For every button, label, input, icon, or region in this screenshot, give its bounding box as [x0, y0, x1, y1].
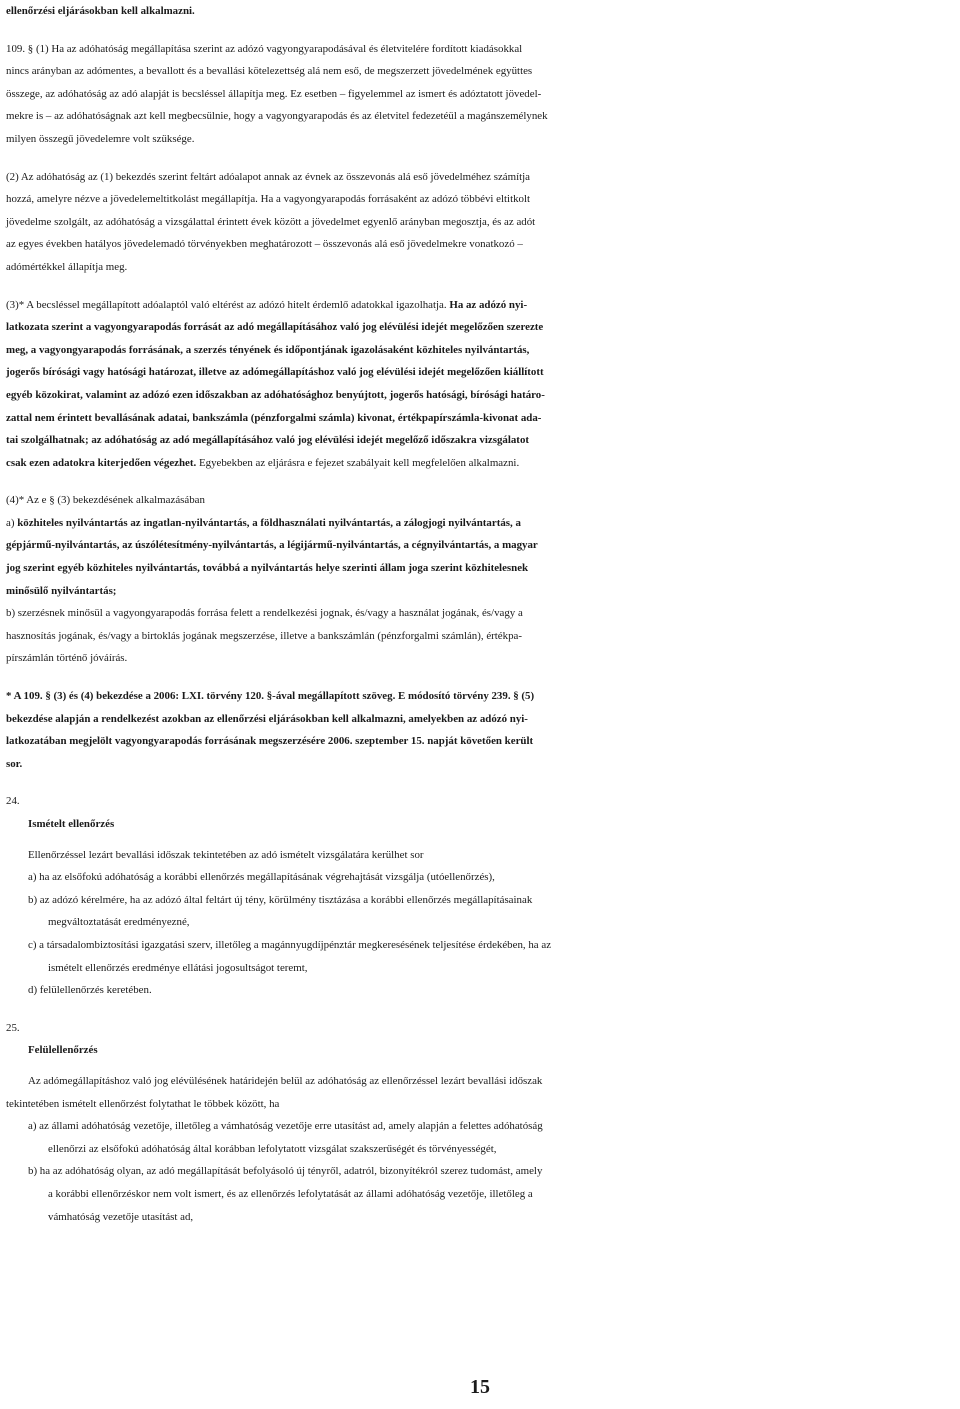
text-line: sor.: [6, 757, 23, 770]
text-line: tekintetében ismételt ellenőrzést folytathat le többek között, ha: [6, 1097, 280, 1110]
section-109-paragraph-1: [6, 38, 958, 151]
text-line: (3)* A becsléssel megállapított adóalaptól való eltérést az adózó hitelt érdemlő adatokkal igazolhatja. Ha az adózó nyi-: [6, 298, 528, 311]
text-line: bekezdése alapján a rendelkezést azokban az ellenőrzési eljárásokban kell alkalmazni, amelyekben az adózó nyi-: [6, 712, 528, 725]
text-line: adómértékkel állapítja meg.: [6, 260, 128, 273]
section-109-paragraph-4: [6, 489, 958, 670]
list-item: b) ha az adóhatóság olyan, az adó megállapítását befolyásoló új tényről, adatról, bizonyítékról szerez tudomást, amely: [28, 1165, 543, 1178]
text-line: hozzá, amelyre nézve a jövedelemeltitkolást megállapítja. Ha a vagyongyarapodás forrásaként az adózó többévi eltitkolt: [6, 193, 531, 206]
text-line: csak ezen adatokra kiterjedően végezhet. Egyebekben az eljárásra e fejezet szabályait kell megfelelően alkalmazni.: [6, 456, 520, 469]
text-line: latkozata szerint a vagyongyarapodás forrását az adó megállapításához való jog elévülési idejét megelőzően szerezte: [6, 321, 544, 334]
section-number: 25.: [6, 1021, 20, 1034]
text-line: milyen összegű jövedelemre volt szüksége.: [6, 132, 195, 145]
text-line: latkozatában megjelölt vagyongyarapodás forrásának megszerzésére 2006. szeptember 15. napját követően került: [6, 735, 534, 748]
text-line: hasznosítás jogának, és/vagy a birtoklás jogának megszerzése, illetve a bankszámlán (pénzforgalmi számlán), értékpa-: [6, 629, 522, 642]
text-line: nincs arányban az adómentes, a bevallott és a bevallási kötelezettség alá nem eső, de megszerzett jövedelmének együttes: [6, 65, 533, 78]
document-page: [6, 0, 958, 1228]
text-line: Az adómegállapításhoz való jog elévülésének határidején belül az adóhatóság az ellenőrzéssel lezárt bevallási időszak: [28, 1074, 543, 1087]
continuation-line: ellenőrzési eljárásokban kell alkalmazni.: [6, 5, 195, 17]
text-line: jog szerint egyéb közhiteles nyilvántartás, továbbá a nyilvántartás helye szerinti állam joga szerint közhitelesnek: [6, 562, 529, 575]
list-item: d) felülellenőrzés keretében.: [28, 984, 152, 997]
text-line: (4)* Az e § (3) bekezdésének alkalmazásában: [6, 494, 205, 507]
amendment-note: [6, 685, 958, 775]
section-title: Ismételt ellenőrzés: [28, 818, 115, 830]
list-item-continuation: vámhatóság vezetője utasítást ad,: [48, 1210, 194, 1223]
text-line: pírszámlán történő jóváírás.: [6, 652, 128, 665]
text-line: egyéb közokirat, valamint az adózó ezen időszakban az adóhatósághoz benyújtott, jogerős hatósági, bírósági határo-: [6, 388, 545, 401]
list-item-continuation: ismételt ellenőrzés eredménye ellátási jogosultságot teremt,: [48, 961, 308, 974]
text-line: minősülő nyilvántartás;: [6, 584, 117, 597]
text-line: a) közhiteles nyilvántartás az ingatlan-nyilvántartás, a földhasználati nyilvántartás, a zálogjogi nyilvántartás, a: [6, 516, 521, 529]
text-line: meg, a vagyongyarapodás forrásának, a szerzés tényének és időpontjának igazolásaként közhiteles nyilvántartás,: [6, 343, 530, 356]
section-title: Felülellenőrzés: [28, 1044, 98, 1057]
section-25: [6, 1017, 958, 1228]
text-line: 109. § (1) Ha az adóhatóság megállapítása szerint az adózó vagyongyarapodásával és életvitelére fordított kiadásokkal: [6, 42, 523, 55]
text-line: tai szolgálhatnak; az adóhatóság az adó megállapításához való jog elévülési idejét megelőző időszakra vizsgálatot: [6, 434, 530, 447]
text-line: jövedelme szolgált, az adóhatóság a vizsgálattal érintett évek között a jövedelmet egyenlő arányban megosztja, és az adót: [6, 215, 536, 228]
page-number: 15: [470, 1376, 490, 1398]
section-number: 24.: [6, 795, 20, 808]
text-line: összege, az adóhatóság az adó alapját is becsléssel állapítja meg. Ez esetben – figyelemmel az ismert és adóztatott jövedel-: [6, 87, 542, 100]
text-line: jogerős bírósági vagy hatósági határozat, illetve az adómegállapításhoz való jog elévülési idejét megelőzően kiállított: [6, 366, 544, 379]
text-line: az egyes években hatályos jövedelemadó törvényekben meghatározott – összevonás alá eső jövedelmekre vonatkozó –: [6, 238, 523, 251]
list-item-continuation: megváltoztatását eredményezné,: [48, 916, 190, 929]
text-line: * A 109. § (3) és (4) bekezdése a 2006: LXI. törvény 120. §-ával megállapított szöveg. E módosító törvény 239. § (5): [6, 690, 535, 703]
text-line: Ellenőrzéssel lezárt bevallási időszak tekintetében az adó ismételt vizsgálatára kerülhet sor: [28, 848, 424, 861]
text-line: mekre is – az adóhatóságnak azt kell megbecsülnie, hogy a vagyongyarapodás és az életvitel fedezetéül a magánszemélynek: [6, 110, 548, 123]
section-24: [6, 790, 958, 1001]
section-109-paragraph-2: [6, 166, 958, 279]
list-item: a) az állami adóhatóság vezetője, illetőleg a vámhatóság vezetője erre utasítást ad, amely alapján a felettes adóhatóság: [28, 1120, 543, 1133]
text-line: (2) Az adóhatóság az (1) bekezdés szerint feltárt adóalapot annak az évnek az összevonás alá eső jövedelméhez számítja: [6, 170, 531, 183]
text-line: gépjármű-nyilvántartás, az úszólétesítmény-nyilvántartás, a légijármű-nyilvántartás, a cégnyilvántartás, a magyar: [6, 539, 538, 552]
text-line: zattal nem érintett bevallásának adatai, bankszámla (pénzforgalmi számla) kivonat, értékpapírszámla-kivonat ada-: [6, 411, 542, 424]
section-109-paragraph-3: [6, 294, 958, 475]
list-item: a) ha az elsőfokú adóhatóság a korábbi ellenőrzés megállapításának végrehajtását vizsgálja (utóellenőrzés),: [28, 871, 495, 884]
list-item-continuation: ellenőrzi az elsőfokú adóhatóság által korábban lefolytatott vizsgálat szakszerűségét és törvényességét,: [48, 1142, 497, 1155]
text-line: b) szerzésnek minősül a vagyongyarapodás forrása felett a rendelkezési jognak, és/vagy a használat jogának, és/vagy a: [6, 607, 523, 620]
list-item: c) a társadalombiztosítási igazgatási szerv, illetőleg a magánnyugdíjpénztár megkeresésének teljesítése érdekében, ha az: [28, 938, 552, 951]
list-item: b) az adózó kérelmére, ha az adózó által feltárt új tény, körülmény tisztázása a korábbi ellenőrzés megállapításainak: [28, 893, 533, 906]
list-item-continuation: a korábbi ellenőrzéskor nem volt ismert, és az ellenőrzés lefolytatását az állami adóhatóság vezetője, illetőleg a: [48, 1187, 533, 1200]
